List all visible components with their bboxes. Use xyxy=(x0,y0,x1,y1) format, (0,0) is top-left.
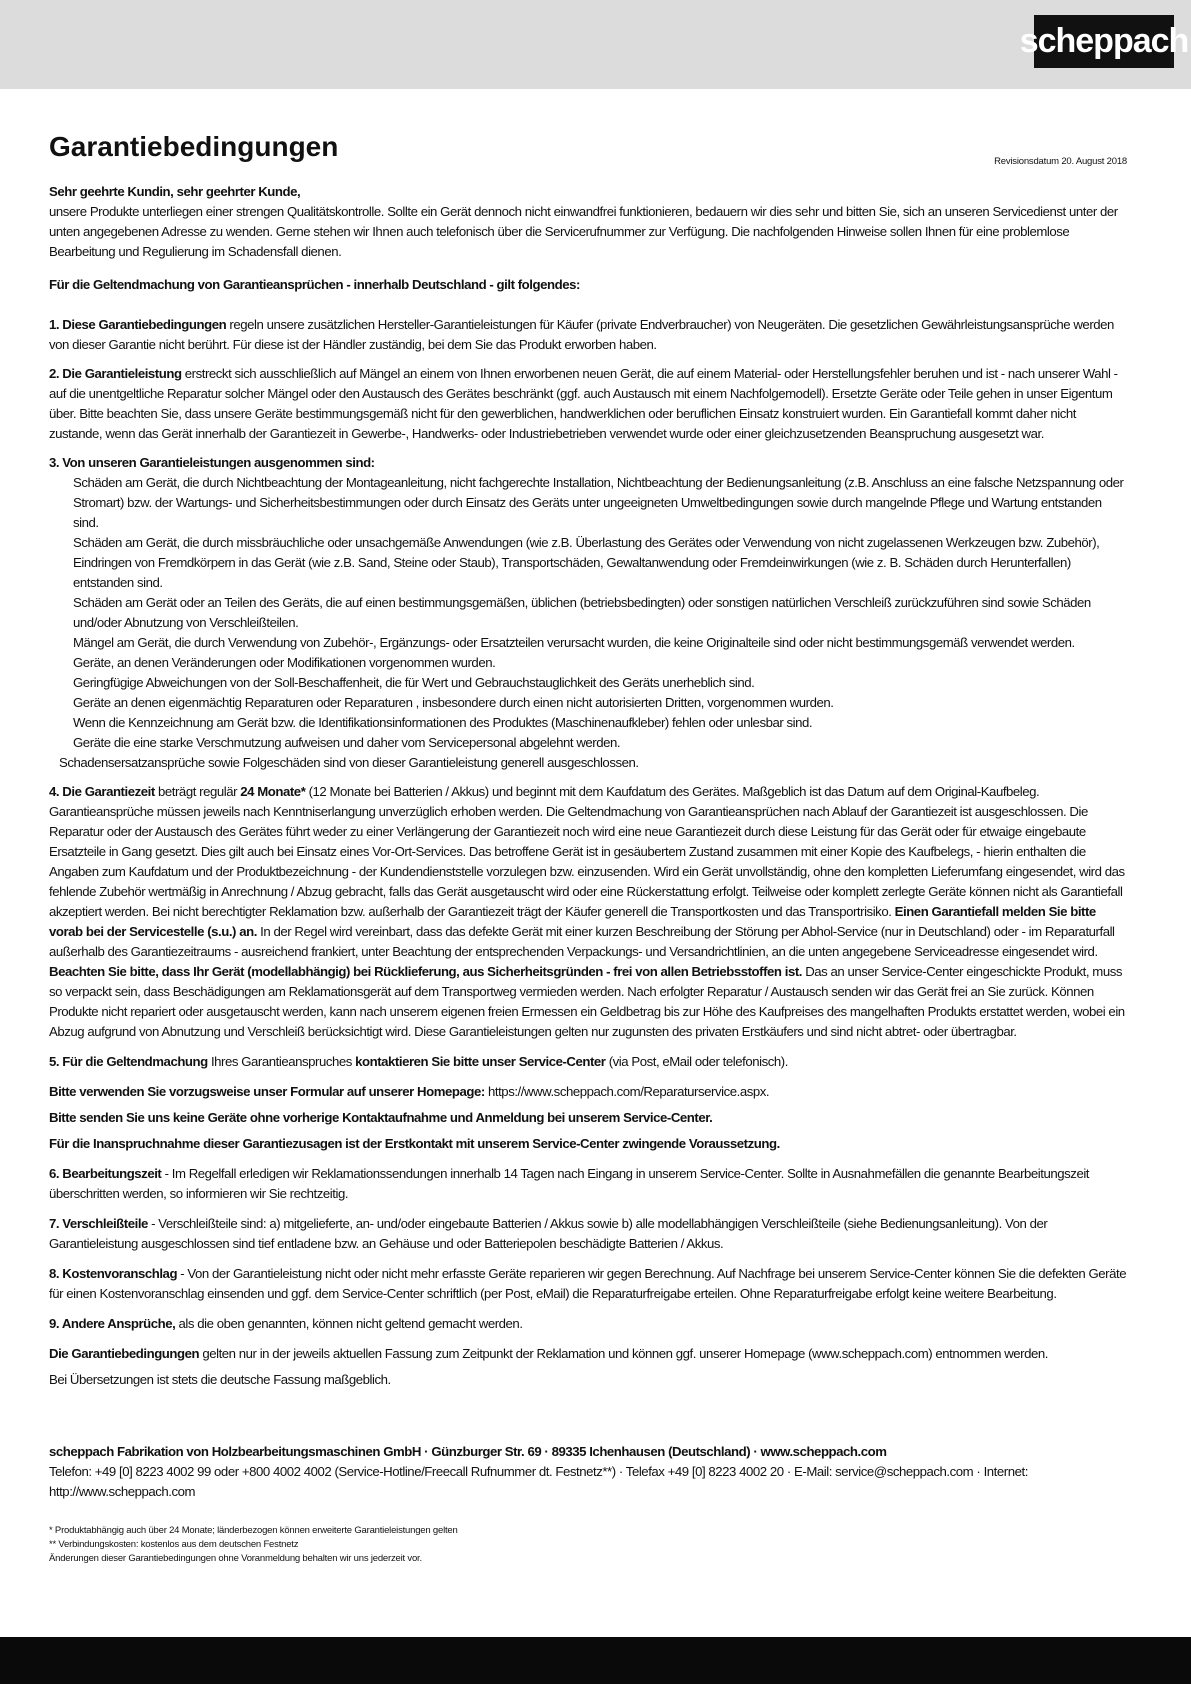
section-1 xyxy=(49,315,1127,355)
footnote: ** Verbindungskosten: kostenlos aus dem deutschen Festnetz xyxy=(49,1539,299,1550)
section-9-lead: 9. Andere Ansprüche, xyxy=(49,1316,176,1331)
section-1-lead: 1. Diese Garantiebedingungen xyxy=(49,317,227,332)
section-2-lead: 2. Die Garantieleistung xyxy=(49,366,182,381)
section-7-text: - Verschleißteile sind: a) mitgelieferte, an- und/oder eingebaute Batterien / Akkus sowie b) alle modellabhängigen Verschleißteile (siehe Bedienungsanleitung). Von der Garantieleistung ausgeschlossen sind tief entladene bzw. an Gehäuse und oder Batteriepolen beschädigte Batterien / Akkus. xyxy=(49,1216,1048,1251)
exclusion-item: Geräte, an denen Veränderungen oder Modifikationen vorgenommen wurden. xyxy=(73,655,496,670)
scheppach-logo xyxy=(1019,15,1189,68)
exclusion-list xyxy=(49,473,1127,753)
section-4-notice: Einen Garantiefall melden Sie bitte vorab bei der Servicestelle (s.u.) an. xyxy=(49,904,1096,939)
section-4-text: Das an unser Service-Center eingeschickte Produkt, muss so verpackt sein, dass Beschädigungen am Reklamationsgerät auf dem Transportweg vermieden werden. Nach erfolgter Reparatur / Austausch senden wir das Gerät frei an Sie zurück. Können Produkte nicht repariert oder ausgetauscht werden, kann nach unserem eigenen freien Ermessen ein Geldbetrag bis zur Höhe des Kaufpreises des mangelhaften Produkts erstattet werden, wobei ein Abzug aufgrund von Abnutzung und Verschleiß berücksichtigt wird. Diese Garantieleistungen gelten nur zugunsten des privaten Erstkäufers und sind nicht abtret- oder übertragbar. xyxy=(49,964,1125,1039)
exclusion-item: Schäden am Gerät, die durch Nichtbeachtung der Montageanleitung, nicht fachgerechte Installation, Nichtbeachtung der Bedienungsanleitung (z.B. Anschluss an eine falsche Netzspannung oder Stromart) bzw. der Wartungs- und Sicherheitsbestimmungen oder durch Einsatz des Geräts unter ungeeigneten Umweltbedingungen sowie durch mangelnde Pflege und Wartung entstanden sind. xyxy=(73,475,1124,530)
section-6 xyxy=(49,1164,1127,1204)
section-6-text: - Im Regelfall erledigen wir Reklamationssendungen innerhalb 14 Tagen nach Eingang in unserem Service-Center. Sollte in Ausnahmefällen die genannte Bearbeitungszeit überschritten werden, so informieren wir Sie rechtzeitig. xyxy=(49,1166,1090,1201)
section-6-lead: 6. Bearbeitungszeit xyxy=(49,1166,162,1181)
section-1-text: regeln unsere zusätzlichen Hersteller-Garantieleistungen für Käufer (private Endverbraucher) von Neugeräten. Die gesetzlichen Gewährleistungsansprüche werden von dieser Garantie nicht berührt. Für diese ist der Händler zuständig, bei dem Sie das Produkt erworben haben. xyxy=(49,317,1114,352)
exclusion-item: Schäden am Gerät, die durch missbräuchliche oder unsachgemäße Anwendungen (wie z.B. Überlastung des Gerätes oder Verwendung von nicht zugelassenen Werkzeugen bzw. Zubehör), Eindringen von Fremdkörpern in das Gerät (wie z.B. Sand, Steine oder Staub), Transportschäden, Gewaltanwendung oder Fremdeinwirkungen (wie z. B. Schäden durch Herunterfallen) entstanden sind. xyxy=(73,535,1100,590)
section-5-text: Ihres Garantieanspruches xyxy=(207,1054,356,1069)
section-2-text: erstreckt sich ausschließlich auf Mängel an einem von Ihnen erworbenen neuen Gerät, die auf einem Material- oder Herstellungsfehler beruhen und ist - nach unserer Wahl - auf die unentgeltliche Reparatur solcher Mängel oder den Austausch des Gerätes beschränkt (ggf. auch Austausch mit einem Nachfolgemodell). Ersetzte Geräte oder Teile gehen in unser Eigentum über. Bitte beachten Sie, dass unsere Geräte bestimmungsgemäß nicht für den gewerblichen, handwerklichen oder beruflichen Einsatz konstruiert wurden. Ein Garantiefall kommt daher nicht zustande, wenn das Gerät innerhalb der Garantiezeit in Gewerbe-, Handwerks- oder Industriebetrieben verwendet wurde oder einer gleichzusetzenden Beanspruchung ausgesetzt war. xyxy=(49,366,1118,441)
section-5-lead: 5. Für die Geltendmachung xyxy=(49,1054,208,1069)
salutation: Sehr geehrte Kundin, sehr geehrter Kunde, xyxy=(49,184,301,199)
general-terms xyxy=(49,1344,1127,1364)
section-7 xyxy=(49,1214,1127,1254)
section-4-text: beträgt regulär xyxy=(154,784,241,799)
section-3-heading: 3. Von unseren Garantieleistungen ausgenommen sind: xyxy=(49,455,375,470)
company-block xyxy=(49,1442,1127,1502)
exclusion-item: Mängel am Gerät, die durch Verwendung von Zubehör-, Ergänzungs- oder Ersatzteilen verursacht wurden, die keine Originalteile sind oder nicht bestimmungsgemäß verwendet werden. xyxy=(73,635,1075,650)
exclusion-item: Geräte an denen eigenmächtig Reparaturen oder Reparaturen , insbesondere durch einen nicht autorisierten Dritten, vorgenommen wurden. xyxy=(73,695,834,710)
exclusion-tail: Schadensersatzansprüche sowie Folgeschäden sind von dieser Garantieleistung generell ausgeschlossen. xyxy=(59,755,639,770)
footer-band xyxy=(0,1637,1191,1684)
intro-text: unsere Produkte unterliegen einer strengen Qualitätskontrolle. Sollte ein Gerät dennoch nicht einwandfrei funktionieren, bedauern wir dies sehr und bitten Sie, sich an unseren Servicedienst unter der unten angegebenen Adresse zu wenden. Gerne stehen wir Ihnen auch telefonisch über die Servicerufnummer zur Verfügung. Die nachfolgenden Hinweise sollen Ihnen für eine problemlose Bearbeitung und Regulierung im Schadensfall dienen. xyxy=(49,204,1118,259)
homepage-note xyxy=(49,1082,1127,1102)
exclusion-item: Wenn die Kennzeichnung am Gerät bzw. die Identifikationsinformationen des Produktes (Maschinenaufkleber) fehlen oder unlesbar sind. xyxy=(73,715,813,730)
section-2 xyxy=(49,364,1127,444)
footnote: * Produktabhängig auch über 24 Monate; länderbezogen können erweiterte Garantieleistungen gelten xyxy=(49,1525,458,1536)
section-5-text: (via Post, eMail oder telefonisch). xyxy=(605,1054,788,1069)
homepage-note-lead: Bitte verwenden Sie vorzugsweise unser Formular auf unserer Homepage: xyxy=(49,1084,485,1099)
section-8-lead: 8. Kostenvoranschlag xyxy=(49,1266,178,1281)
company-contact: Telefon: +49 [0] 8223 4002 99 oder +800 4002 4002 (Service-Hotline/Freecall Rufnummer dt. Festnetz**) · Telefax +49 [0] 8223 4002 20 · E-Mail: service@scheppach.com · Internet: http://www.scheppach.com xyxy=(49,1464,1028,1499)
section-7-lead: 7. Verschleißteile xyxy=(49,1216,148,1231)
section-4-lead: 4. Die Garantiezeit xyxy=(49,784,155,799)
logo-text: scheppach xyxy=(1019,22,1189,60)
section-5 xyxy=(49,1052,1127,1072)
section-9-text: als die oben genannten, können nicht geltend gemacht werden. xyxy=(175,1316,523,1331)
document-title: Garantiebedingungen xyxy=(49,131,339,162)
first-contact-note: Für die Inanspruchnahme dieser Garantiezusagen ist der Erstkontakt mit unserem Service-Center zwingende Voraussetzung. xyxy=(49,1136,780,1151)
exclusion-item: Geringfügige Abweichungen von der Soll-Beschaffenheit, die für Wert und Gebrauchstauglichkeit des Geräts unerheblich sind. xyxy=(73,675,755,690)
section-8-text: - Von der Garantieleistung nicht oder nicht mehr erfasste Geräte reparieren wir gegen Berechnung. Auf Nachfrage bei unserem Service-Center können Sie die defekten Geräte für einen Kostenvoranschlag einsenden und ggf. dem Service-Center schriftlich (per Post, eMail) die Reparaturfreigabe erteilen. Ohne Reparaturfreigabe erfolgt keine weitere Bearbeitung. xyxy=(49,1266,1127,1301)
exclusion-item: Geräte die eine starke Verschmutzung aufweisen und daher vom Servicepersonal abgelehnt werden. xyxy=(73,735,621,750)
section-4 xyxy=(49,782,1127,1042)
section-4-period: 24 Monate* xyxy=(240,784,306,799)
section-9 xyxy=(49,1314,1127,1334)
section-8 xyxy=(49,1264,1127,1304)
general-terms-lead: Die Garantiebedingungen xyxy=(49,1346,200,1361)
homepage-link[interactable]: https://www.scheppach.com/Reparaturservice.aspx. xyxy=(484,1084,770,1099)
header-band xyxy=(0,0,1191,89)
no-devices-note: Bitte senden Sie uns keine Geräte ohne vorherige Kontaktaufnahme und Anmeldung bei unserem Service-Center. xyxy=(49,1110,713,1125)
footnotes xyxy=(49,1524,1127,1566)
general-terms-text: gelten nur in der jeweils aktuellen Fassung zum Zeitpunkt der Reklamation und können ggf. unserer Homepage (www.scheppach.com) entnommen werden. xyxy=(199,1346,1048,1361)
warranty-document xyxy=(49,130,1127,1566)
company-address: scheppach Fabrikation von Holzbearbeitungsmaschinen GmbH · Günzburger Str. 69 · 89335 Ichenhausen (Deutschland) · www.scheppach.com xyxy=(49,1444,887,1459)
section-4-text: In der Regel wird vereinbart, dass das defekte Gerät mit einer kurzen Beschreibung der Störung per Abhol-Service (nur in Deutschland) oder - im Reparaturfall außerhalb des Garantiezeitraums - ausreichend frankiert, unter Beachtung der entsprechenden Verpackungs- und Versandrichtlinien, an die unten angegebene Serviceadresse eingesendet wird. xyxy=(49,924,1115,959)
validity-heading: Für die Geltendmachung von Garantieansprüchen - innerhalb Deutschland - gilt folgendes: xyxy=(49,277,580,292)
section-4-text: (12 Monate bei Batterien / Akkus) und beginnt mit dem Kaufdatum des Gerätes. Maßgeblich ist das Datum auf dem Original-Kaufbeleg. Garantieansprüche müssen jeweils nach Kenntniserlangung unverzüglich erhoben werden. Die Geltendmachung von Garantieansprüchen nach Ablauf der Garantiezeit ist ausgeschlossen. Die Reparatur oder der Austausch des Gerätes führt weder zu einer Verlängerung der Garantiezeit noch wird eine neue Garantiezeit durch diese Leistung für das Gerät oder für etwaige eingebaute Ersatzteile in Gang gesetzt. Dies gilt auch bei Einsatz eines Vor-Ort-Services. Das betroffene Gerät ist in gesäubertem Zustand zusammen mit einer Kopie des Kaufbelegs, - hierin enthalten die Angaben zum Kaufdatum und der Produktbezeichnung - der Kundendienststelle vorzulegen bzw. einzusenden. Wird ein Gerät unvollständig, ohne den kompletten Lieferumfang eingesendet, wird das fehlende Zubehör wertmäßig in Anrechnung / Abzug gebracht, falls das Gerät ausgetauscht wird oder eine Rückerstattung erfolgt. Teilweise oder komplett zerlegte Geräte können nicht als Garantiefall akzeptiert werden. Bei nicht berechtigter Reklamation bzw. außerhalb der Garantiezeit trägt der Käufer generell die Transportkosten und das Transportrisiko. xyxy=(49,784,1125,919)
revision-date: Revisionsdatum 20. August 2018 xyxy=(994,156,1127,167)
exclusion-item: Schäden am Gerät oder an Teilen des Geräts, die auf einen bestimmungsgemäßen, üblichen (betriebsbedingten) oder sonstigen natürlichen Verschleiß zurückzuführen sind sowie Schäden und/oder Abnutzung von Verschleißteilen. xyxy=(73,595,1091,630)
section-4-safety-note: Beachten Sie bitte, dass Ihr Gerät (modellabhängig) bei Rücklieferung, aus Sicherheitsgründen - frei von allen Betriebsstoffen ist. xyxy=(49,964,802,979)
footnote: Änderungen dieser Garantiebedingungen ohne Voranmeldung behalten wir uns jederzeit vor. xyxy=(49,1553,422,1564)
translation-note: Bei Übersetzungen ist stets die deutsche Fassung maßgeblich. xyxy=(49,1372,391,1387)
section-5-contact: kontaktieren Sie bitte unser Service-Center xyxy=(355,1054,606,1069)
